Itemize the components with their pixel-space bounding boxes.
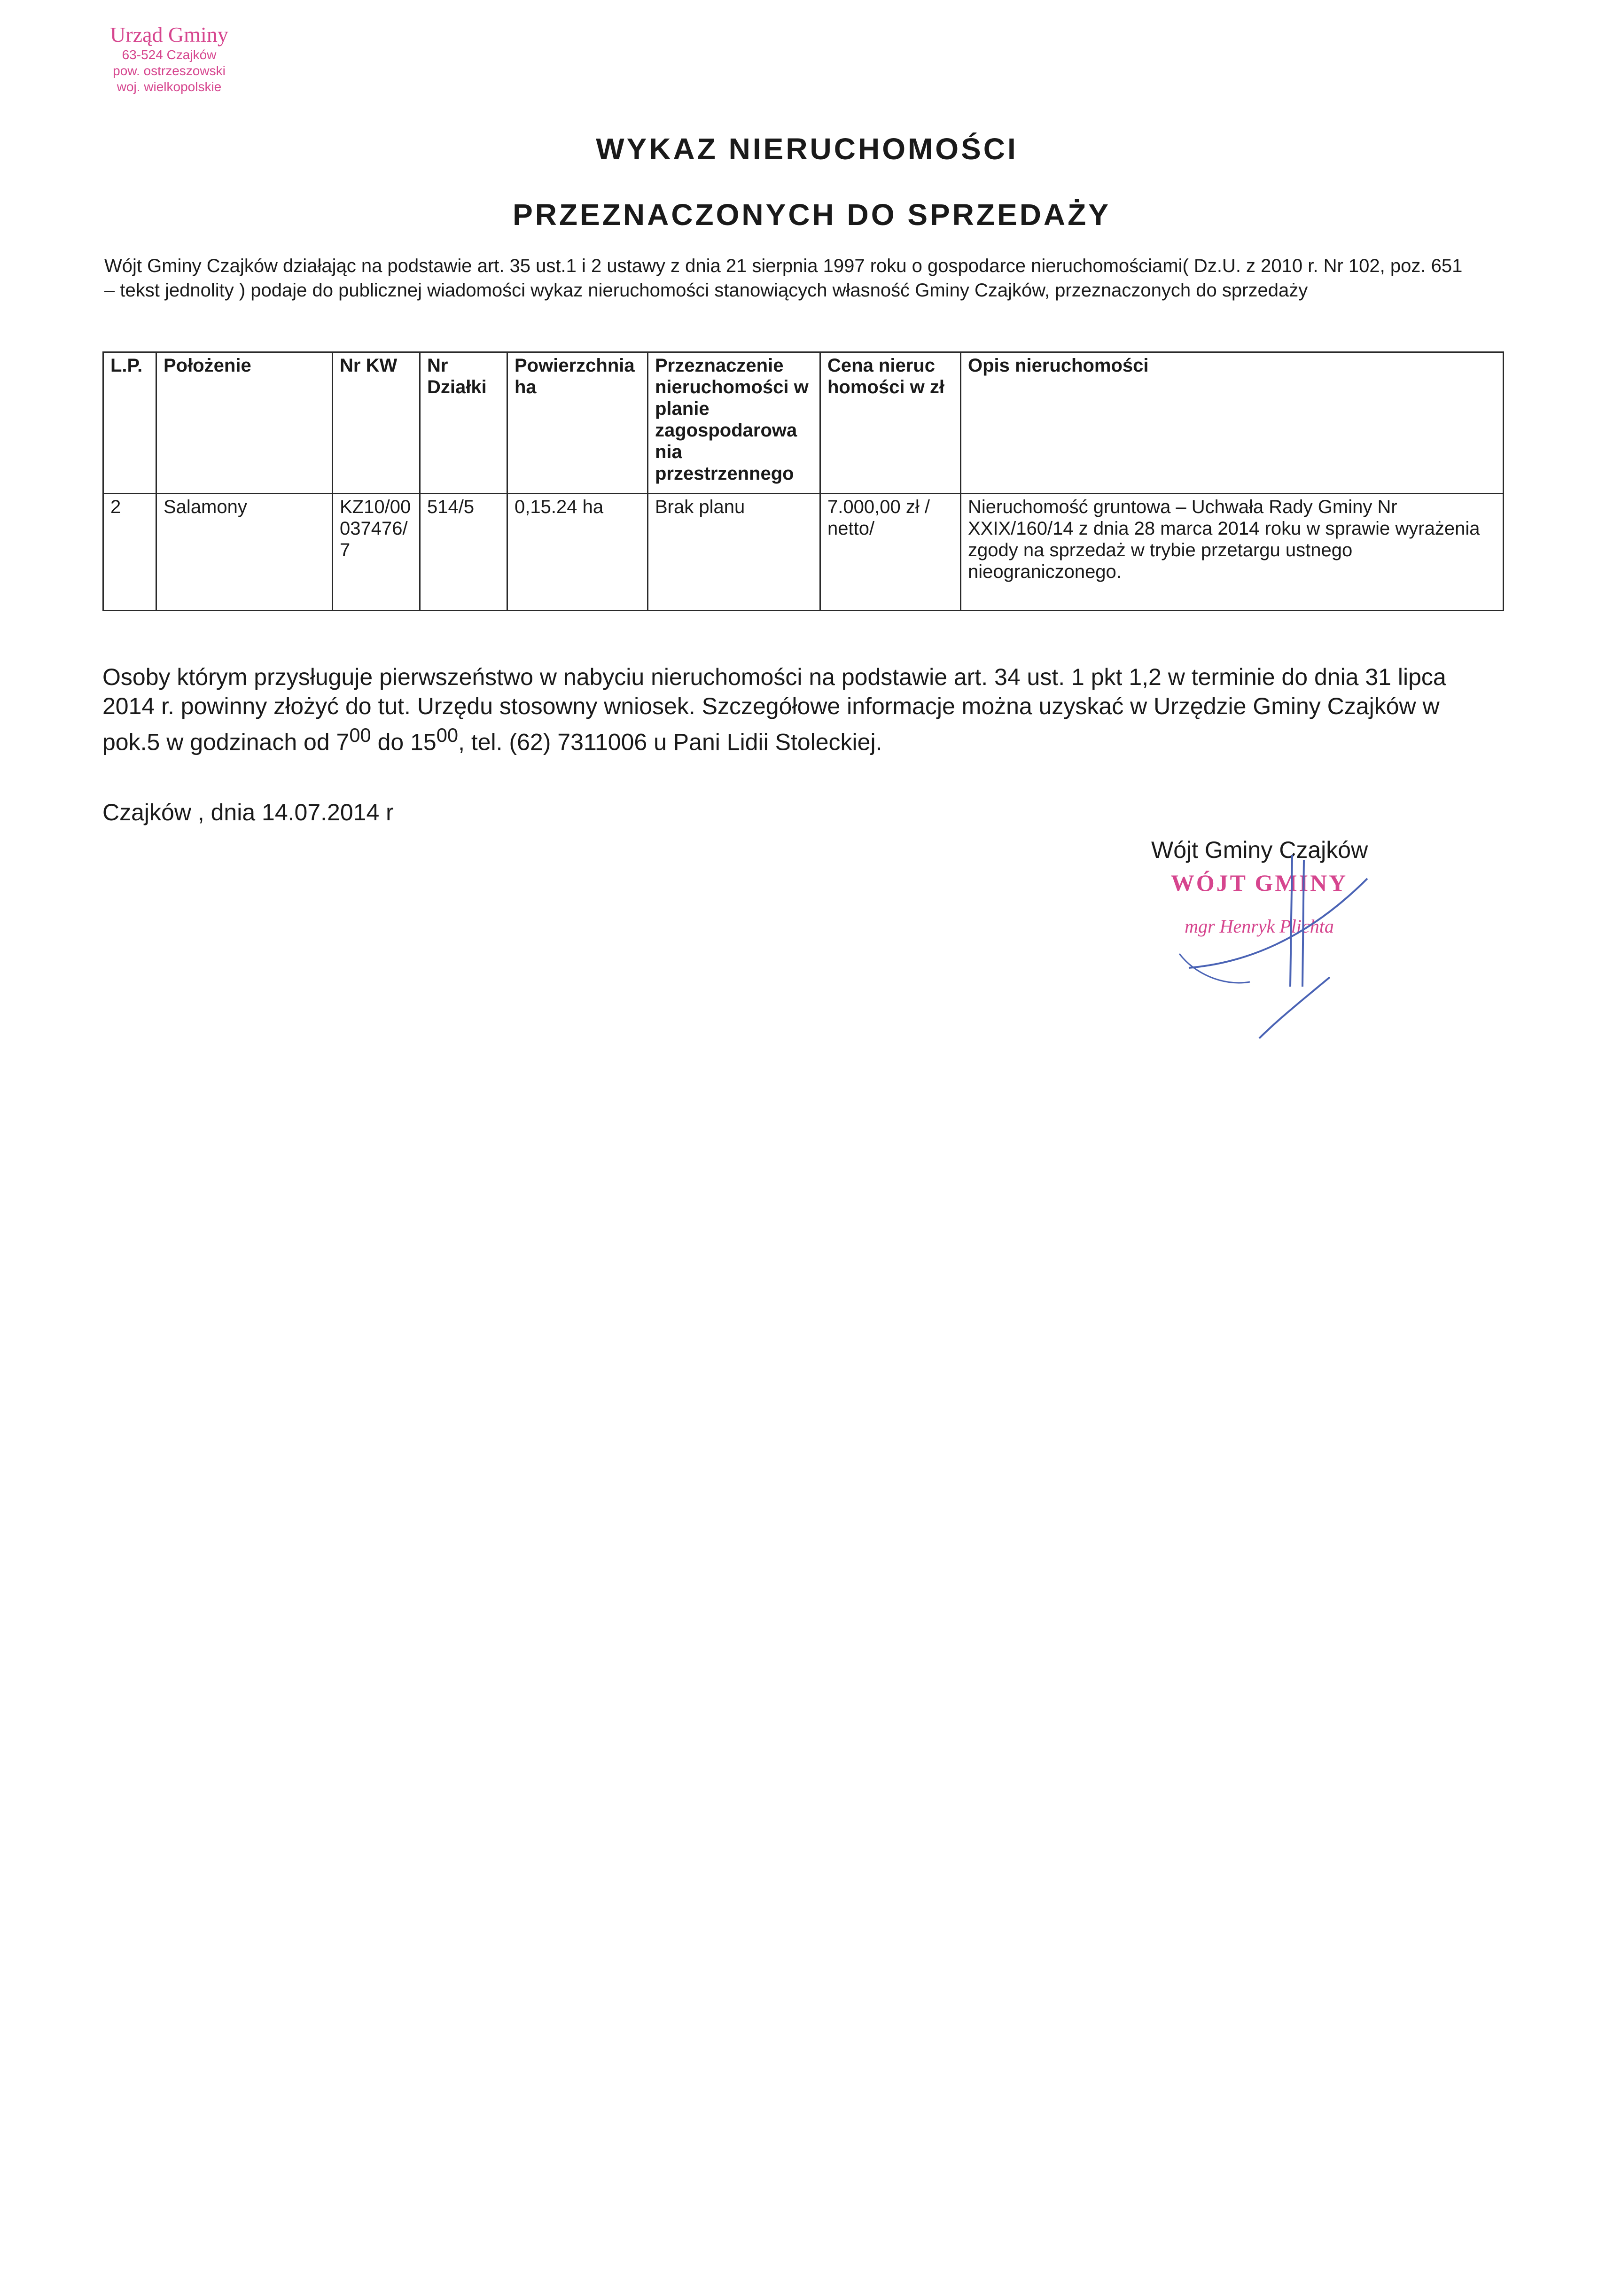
stamp-line-2: 63-524 Czajków: [122, 47, 217, 62]
notice-part-3: , tel. (62) 7311006 u Pani Lidii Stoleckiej.: [458, 729, 882, 755]
sig-stamp-line-2: mgr Henryk Plichta: [1185, 916, 1334, 937]
cell-powierzchnia: 0,15.24 ha: [507, 494, 648, 611]
stamp-line-1: Urząd Gminy: [110, 23, 228, 47]
office-stamp: [70, 23, 268, 95]
cell-przeznaczenie: Brak planu: [648, 494, 820, 611]
cell-opis: Nieruchomość gruntowa – Uchwała Rady Gminy Nr XXIX/160/14 z dnia 28 marca 2014 roku w sprawie wyrażenia zgody na sprzedaż w trybie przetargu ustnego nieograniczonego.: [961, 494, 1504, 611]
header-polozenie: Położenie: [156, 352, 333, 494]
header-lp: L.P.: [103, 352, 156, 494]
notice-sup-2: 00: [436, 724, 459, 746]
cell-lp: 2: [103, 494, 156, 611]
sig-stamp-line-1: WÓJT GMINY: [1170, 870, 1348, 896]
header-cena: Cena nieruc homości w zł: [820, 352, 961, 494]
notice-sup-1: 00: [349, 724, 371, 746]
header-nr-kw: Nr KW: [333, 352, 420, 494]
notice-paragraph: [102, 662, 1493, 757]
notice-part-1: Osoby którym przysługuje pierwszeństwo w nabyciu nieruchomości na podstawie art. 34 ust. 1 pkt 1,2 w terminie do dnia 31 lipca 2014 r. powinny złożyć do tut. Urzędu stosowny wniosek. Szczegółowe informacje można uzyskać w Urzędzie Gminy Czajków w pok.5 w godzinach od 7: [102, 664, 1446, 755]
header-powierzchnia: Powierzchnia ha: [507, 352, 648, 494]
handwritten-signature-icon: [1151, 846, 1396, 1043]
cell-polozenie: Salamony: [156, 494, 333, 611]
notice-part-2: do 15: [371, 729, 437, 755]
property-table: [102, 351, 1504, 611]
cell-nr-kw: KZ10/00 037476/ 7: [333, 494, 420, 611]
document-title: WYKAZ NIERUCHOMOŚCI: [596, 132, 1018, 166]
place-and-date: Czajków , dnia 14.07.2014 r: [102, 799, 394, 825]
cell-cena: 7.000,00 zł / netto/: [820, 494, 961, 611]
cell-nr-dzialki: 514/5: [420, 494, 507, 611]
document-subtitle: PRZEZNACZONYCH DO SPRZEDAŻY: [513, 198, 1111, 232]
stamp-line-3: pow. ostrzeszowski: [113, 63, 226, 78]
header-opis: Opis nieruchomości: [961, 352, 1504, 494]
signer-title: Wójt Gminy Czajków: [1151, 837, 1368, 863]
header-nr-dzialki: Nr Działki: [420, 352, 507, 494]
table-header-row: [103, 352, 1504, 494]
stamp-line-4: woj. wielkopolskie: [117, 79, 222, 94]
intro-paragraph: Wójt Gminy Czajków działając na podstawie art. 35 ust.1 i 2 ustawy z dnia 21 sierpnia 1997 roku o gospodarce nieruchomościami( Dz.U. z 2010 r. Nr 102, poz. 651 – tekst jednolity ) podaje do publicznej wiadomości wykaz nieruchomości stanowiących własność Gminy Czajków, przeznaczonych do sprzedaży: [104, 256, 1463, 301]
table-row: [103, 494, 1504, 611]
header-przeznaczenie: Przeznaczenie nieruchomości w planie zagospodarowa nia przestrzennego: [648, 352, 820, 494]
